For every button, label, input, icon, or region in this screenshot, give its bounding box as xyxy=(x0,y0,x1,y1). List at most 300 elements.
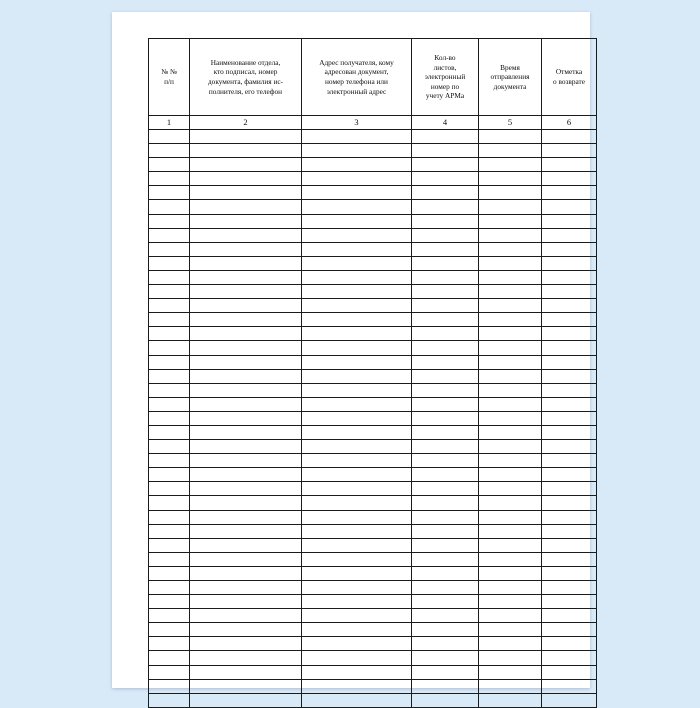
table-cell[interactable] xyxy=(542,510,597,524)
table-cell[interactable] xyxy=(542,637,597,651)
table-cell[interactable] xyxy=(190,651,302,665)
table-cell[interactable] xyxy=(149,313,190,327)
table-cell[interactable] xyxy=(479,285,542,299)
table-cell[interactable] xyxy=(542,665,597,679)
column-header-2 xyxy=(190,39,302,116)
table-cell[interactable] xyxy=(479,468,542,482)
table-cell[interactable] xyxy=(190,369,302,383)
table-cell[interactable] xyxy=(412,130,479,144)
table-cell[interactable] xyxy=(542,383,597,397)
table-cell[interactable] xyxy=(542,496,597,510)
table-cell[interactable] xyxy=(412,285,479,299)
table-cell[interactable] xyxy=(542,369,597,383)
table-cell[interactable] xyxy=(302,158,412,172)
table-cell[interactable] xyxy=(479,566,542,580)
table-cell[interactable] xyxy=(479,538,542,552)
table-cell[interactable] xyxy=(149,425,190,439)
table-cell[interactable] xyxy=(412,454,479,468)
table-cell[interactable] xyxy=(412,496,479,510)
table-cell[interactable] xyxy=(479,679,542,693)
table-row xyxy=(149,313,597,327)
table-cell[interactable] xyxy=(479,595,542,609)
table-cell[interactable] xyxy=(542,440,597,454)
table-row xyxy=(149,397,597,411)
table-cell[interactable] xyxy=(479,665,542,679)
table-cell[interactable] xyxy=(542,581,597,595)
header-line: Адрес получателя, кому xyxy=(319,57,394,67)
table-cell[interactable] xyxy=(302,200,412,214)
table-cell[interactable] xyxy=(479,228,542,242)
table-cell[interactable] xyxy=(542,299,597,313)
table-cell[interactable] xyxy=(190,214,302,228)
table-cell[interactable] xyxy=(190,425,302,439)
table-cell[interactable] xyxy=(412,369,479,383)
table-cell[interactable] xyxy=(412,242,479,256)
table-cell[interactable] xyxy=(190,468,302,482)
table-cell[interactable] xyxy=(412,637,479,651)
table-cell[interactable] xyxy=(479,651,542,665)
table-cell[interactable] xyxy=(302,355,412,369)
table-cell[interactable] xyxy=(149,454,190,468)
table-cell[interactable] xyxy=(412,270,479,284)
table-cell[interactable] xyxy=(412,172,479,186)
table-cell[interactable] xyxy=(542,186,597,200)
table-row xyxy=(149,256,597,270)
table-cell[interactable] xyxy=(149,440,190,454)
column-number-4: 4 xyxy=(412,116,479,130)
table-cell[interactable] xyxy=(190,186,302,200)
table-cell[interactable] xyxy=(412,468,479,482)
table-cell[interactable] xyxy=(302,130,412,144)
table-cell[interactable] xyxy=(302,566,412,580)
table-cell[interactable] xyxy=(149,158,190,172)
table-cell[interactable] xyxy=(302,440,412,454)
table-cell[interactable] xyxy=(542,242,597,256)
table-cell[interactable] xyxy=(412,411,479,425)
table-cell[interactable] xyxy=(479,186,542,200)
table-cell[interactable] xyxy=(190,637,302,651)
table-cell[interactable] xyxy=(149,679,190,693)
column-header-6 xyxy=(542,39,597,116)
table-cell[interactable] xyxy=(542,609,597,623)
table-cell[interactable] xyxy=(302,496,412,510)
table-cell[interactable] xyxy=(542,623,597,637)
table-cell[interactable] xyxy=(542,270,597,284)
table-cell[interactable] xyxy=(542,552,597,566)
table-cell[interactable] xyxy=(412,665,479,679)
table-row xyxy=(149,581,597,595)
table-cell[interactable] xyxy=(542,341,597,355)
table-cell[interactable] xyxy=(149,214,190,228)
table-cell[interactable] xyxy=(479,552,542,566)
table-cell[interactable] xyxy=(542,355,597,369)
header-line: Наименование отдела, xyxy=(210,57,281,67)
table-cell[interactable] xyxy=(302,285,412,299)
table-cell[interactable] xyxy=(542,482,597,496)
table-cell[interactable] xyxy=(190,383,302,397)
header-line: Время xyxy=(500,62,520,72)
table-row xyxy=(149,595,597,609)
table-cell[interactable] xyxy=(302,144,412,158)
table-cell[interactable] xyxy=(190,623,302,637)
table-cell[interactable] xyxy=(412,186,479,200)
table-cell[interactable] xyxy=(479,609,542,623)
table-cell[interactable] xyxy=(479,454,542,468)
table-cell[interactable] xyxy=(412,651,479,665)
table-cell[interactable] xyxy=(149,651,190,665)
table-cell[interactable] xyxy=(190,581,302,595)
table-row xyxy=(149,651,597,665)
column-number-2: 2 xyxy=(190,116,302,130)
table-cell[interactable] xyxy=(149,581,190,595)
table-cell[interactable] xyxy=(302,383,412,397)
table-cell[interactable] xyxy=(190,538,302,552)
table-cell[interactable] xyxy=(149,355,190,369)
table-cell[interactable] xyxy=(542,468,597,482)
table-cell[interactable] xyxy=(542,327,597,341)
table-cell[interactable] xyxy=(190,454,302,468)
table-cell[interactable] xyxy=(542,397,597,411)
table-cell[interactable] xyxy=(479,440,542,454)
page-content xyxy=(148,38,585,708)
header-line: кто подписал, номер xyxy=(213,67,278,77)
table-cell[interactable] xyxy=(412,214,479,228)
table-cell[interactable] xyxy=(479,214,542,228)
table-cell[interactable] xyxy=(479,242,542,256)
table-cell[interactable] xyxy=(190,552,302,566)
table-cell[interactable] xyxy=(149,242,190,256)
table-cell[interactable] xyxy=(302,623,412,637)
table-row xyxy=(149,496,597,510)
table-cell[interactable] xyxy=(149,327,190,341)
table-cell[interactable] xyxy=(149,228,190,242)
table-cell[interactable] xyxy=(190,524,302,538)
table-cell[interactable] xyxy=(302,524,412,538)
table-cell[interactable] xyxy=(149,299,190,313)
table-cell[interactable] xyxy=(190,397,302,411)
table-cell[interactable] xyxy=(149,496,190,510)
table-cell[interactable] xyxy=(302,397,412,411)
table-cell[interactable] xyxy=(479,256,542,270)
table-cell[interactable] xyxy=(479,144,542,158)
table-cell[interactable] xyxy=(190,679,302,693)
table-cell[interactable] xyxy=(412,425,479,439)
table-cell[interactable] xyxy=(542,130,597,144)
table-cell[interactable] xyxy=(149,144,190,158)
table-cell[interactable] xyxy=(149,341,190,355)
table-cell[interactable] xyxy=(412,482,479,496)
table-cell[interactable] xyxy=(302,172,412,186)
table-cell[interactable] xyxy=(412,228,479,242)
table-cell[interactable] xyxy=(190,341,302,355)
document-page xyxy=(112,12,590,688)
table-cell[interactable] xyxy=(412,397,479,411)
table-cell[interactable] xyxy=(542,200,597,214)
table-cell[interactable] xyxy=(479,369,542,383)
table-cell[interactable] xyxy=(479,158,542,172)
table-row xyxy=(149,200,597,214)
table-cell[interactable] xyxy=(190,285,302,299)
table-cell[interactable] xyxy=(149,566,190,580)
table-cell[interactable] xyxy=(190,327,302,341)
table-row xyxy=(149,538,597,552)
table-cell[interactable] xyxy=(190,200,302,214)
table-cell[interactable] xyxy=(412,383,479,397)
table-cell[interactable] xyxy=(149,595,190,609)
table-cell[interactable] xyxy=(190,242,302,256)
table-cell[interactable] xyxy=(302,369,412,383)
table-cell[interactable] xyxy=(412,581,479,595)
table-row xyxy=(149,510,597,524)
table-cell[interactable] xyxy=(302,510,412,524)
table-cell[interactable] xyxy=(412,144,479,158)
table-cell[interactable] xyxy=(149,270,190,284)
table-cell[interactable] xyxy=(149,130,190,144)
table-cell[interactable] xyxy=(302,299,412,313)
table-cell[interactable] xyxy=(412,313,479,327)
table-cell[interactable] xyxy=(479,130,542,144)
table-cell[interactable] xyxy=(302,454,412,468)
registration-table xyxy=(148,38,597,708)
table-cell[interactable] xyxy=(190,172,302,186)
header-line: адресован документ, xyxy=(324,67,389,77)
table-cell[interactable] xyxy=(542,256,597,270)
header-line: листов, xyxy=(433,62,457,72)
table-row xyxy=(149,327,597,341)
table-cell[interactable] xyxy=(479,623,542,637)
header-line: Кол-во xyxy=(434,52,456,62)
table-row xyxy=(149,482,597,496)
table-cell[interactable] xyxy=(302,609,412,623)
table-row xyxy=(149,285,597,299)
table-cell[interactable] xyxy=(149,665,190,679)
table-cell[interactable] xyxy=(302,637,412,651)
table-cell[interactable] xyxy=(149,468,190,482)
table-cell[interactable] xyxy=(479,355,542,369)
table-cell[interactable] xyxy=(542,228,597,242)
table-cell[interactable] xyxy=(412,679,479,693)
table-cell[interactable] xyxy=(412,538,479,552)
table-cell[interactable] xyxy=(190,256,302,270)
table-cell[interactable] xyxy=(302,228,412,242)
table-cell[interactable] xyxy=(542,566,597,580)
table-cell[interactable] xyxy=(479,299,542,313)
table-cell[interactable] xyxy=(190,144,302,158)
table-cell[interactable] xyxy=(479,313,542,327)
table-cell[interactable] xyxy=(479,425,542,439)
table-cell[interactable] xyxy=(479,524,542,538)
table-row xyxy=(149,566,597,580)
table-cell[interactable] xyxy=(542,313,597,327)
table-row xyxy=(149,214,597,228)
table-cell[interactable] xyxy=(149,510,190,524)
table-cell[interactable] xyxy=(149,383,190,397)
table-cell[interactable] xyxy=(302,595,412,609)
table-cell[interactable] xyxy=(302,651,412,665)
table-cell[interactable] xyxy=(542,454,597,468)
table-row xyxy=(149,425,597,439)
table-cell[interactable] xyxy=(149,482,190,496)
table-cell[interactable] xyxy=(190,355,302,369)
table-cell[interactable] xyxy=(190,665,302,679)
column-header-4 xyxy=(412,39,479,116)
table-cell[interactable] xyxy=(302,693,412,707)
table-cell[interactable] xyxy=(190,595,302,609)
table-cell[interactable] xyxy=(542,172,597,186)
table-row xyxy=(149,679,597,693)
table-cell[interactable] xyxy=(302,186,412,200)
table-cell[interactable] xyxy=(149,623,190,637)
table-cell[interactable] xyxy=(542,524,597,538)
table-cell[interactable] xyxy=(302,327,412,341)
table-cell[interactable] xyxy=(542,411,597,425)
header-line: номер телефона или xyxy=(325,77,388,86)
table-cell[interactable] xyxy=(190,270,302,284)
table-cell[interactable] xyxy=(479,383,542,397)
table-cell[interactable] xyxy=(302,552,412,566)
table-cell[interactable] xyxy=(190,510,302,524)
table-body xyxy=(149,130,597,708)
table-row xyxy=(149,454,597,468)
table-cell[interactable] xyxy=(302,665,412,679)
table-row xyxy=(149,299,597,313)
table-cell[interactable] xyxy=(412,440,479,454)
table-row xyxy=(149,440,597,454)
table-row xyxy=(149,158,597,172)
table-cell[interactable] xyxy=(412,256,479,270)
table-cell[interactable] xyxy=(479,341,542,355)
header-line: полнителя, его телефон xyxy=(208,86,283,96)
table-cell[interactable] xyxy=(302,482,412,496)
table-cell[interactable] xyxy=(412,552,479,566)
table-cell[interactable] xyxy=(479,327,542,341)
table-cell[interactable] xyxy=(190,496,302,510)
table-cell[interactable] xyxy=(149,524,190,538)
table-cell[interactable] xyxy=(479,397,542,411)
table-cell[interactable] xyxy=(542,158,597,172)
table-cell[interactable] xyxy=(412,595,479,609)
table-cell[interactable] xyxy=(412,566,479,580)
table-cell[interactable] xyxy=(412,299,479,313)
table-cell[interactable] xyxy=(542,538,597,552)
table-cell[interactable] xyxy=(479,172,542,186)
table-cell[interactable] xyxy=(412,341,479,355)
table-cell[interactable] xyxy=(479,693,542,707)
table-cell[interactable] xyxy=(479,200,542,214)
table-cell[interactable] xyxy=(302,256,412,270)
table-cell[interactable] xyxy=(302,242,412,256)
table-cell[interactable] xyxy=(149,172,190,186)
table-cell[interactable] xyxy=(542,425,597,439)
table-cell[interactable] xyxy=(190,313,302,327)
table-cell[interactable] xyxy=(190,693,302,707)
table-cell[interactable] xyxy=(412,510,479,524)
table-cell[interactable] xyxy=(302,468,412,482)
table-cell[interactable] xyxy=(149,538,190,552)
table-cell[interactable] xyxy=(542,693,597,707)
table-cell[interactable] xyxy=(479,482,542,496)
table-cell[interactable] xyxy=(190,440,302,454)
table-cell[interactable] xyxy=(302,425,412,439)
table-cell[interactable] xyxy=(190,609,302,623)
table-cell[interactable] xyxy=(149,609,190,623)
table-cell[interactable] xyxy=(149,200,190,214)
table-cell[interactable] xyxy=(149,411,190,425)
table-cell[interactable] xyxy=(412,327,479,341)
table-cell[interactable] xyxy=(412,355,479,369)
table-cell[interactable] xyxy=(479,496,542,510)
table-cell[interactable] xyxy=(302,581,412,595)
table-cell[interactable] xyxy=(302,538,412,552)
header-line: № № xyxy=(161,67,177,77)
column-number-6: 6 xyxy=(542,116,597,130)
table-cell[interactable] xyxy=(190,228,302,242)
table-cell[interactable] xyxy=(149,552,190,566)
table-row xyxy=(149,242,597,256)
table-cell[interactable] xyxy=(190,158,302,172)
table-cell[interactable] xyxy=(149,693,190,707)
table-cell[interactable] xyxy=(302,313,412,327)
column-number-5: 5 xyxy=(479,116,542,130)
table-cell[interactable] xyxy=(412,524,479,538)
table-cell[interactable] xyxy=(190,411,302,425)
table-cell[interactable] xyxy=(542,214,597,228)
table-cell[interactable] xyxy=(542,651,597,665)
table-cell[interactable] xyxy=(542,595,597,609)
column-number-3: 3 xyxy=(302,116,412,130)
table-cell[interactable] xyxy=(542,285,597,299)
table-row xyxy=(149,411,597,425)
table-cell[interactable] xyxy=(190,482,302,496)
table-cell[interactable] xyxy=(479,411,542,425)
table-cell[interactable] xyxy=(149,186,190,200)
table-cell[interactable] xyxy=(479,637,542,651)
column-number-1: 1 xyxy=(149,116,190,130)
table-cell[interactable] xyxy=(302,411,412,425)
header-line: учету АРМа xyxy=(425,91,465,101)
table-cell[interactable] xyxy=(149,369,190,383)
table-cell[interactable] xyxy=(542,144,597,158)
table-cell[interactable] xyxy=(412,200,479,214)
table-row xyxy=(149,130,597,144)
table-row xyxy=(149,228,597,242)
table-cell[interactable] xyxy=(412,693,479,707)
table-cell[interactable] xyxy=(479,581,542,595)
table-cell[interactable] xyxy=(190,130,302,144)
table-cell[interactable] xyxy=(302,214,412,228)
table-cell[interactable] xyxy=(479,510,542,524)
table-cell[interactable] xyxy=(149,285,190,299)
table-cell[interactable] xyxy=(302,270,412,284)
table-cell[interactable] xyxy=(149,256,190,270)
table-cell[interactable] xyxy=(149,637,190,651)
table-cell[interactable] xyxy=(190,299,302,313)
table-row xyxy=(149,468,597,482)
table-cell[interactable] xyxy=(479,270,542,284)
table-cell[interactable] xyxy=(542,679,597,693)
header-line: электронный xyxy=(424,72,466,82)
table-row xyxy=(149,552,597,566)
table-cell[interactable] xyxy=(302,679,412,693)
table-cell[interactable] xyxy=(412,623,479,637)
table-cell[interactable] xyxy=(412,158,479,172)
column-header-1 xyxy=(149,39,190,116)
table-cell[interactable] xyxy=(190,566,302,580)
table-cell[interactable] xyxy=(149,397,190,411)
table-cell[interactable] xyxy=(302,341,412,355)
column-number-row xyxy=(149,116,597,130)
table-cell[interactable] xyxy=(412,609,479,623)
